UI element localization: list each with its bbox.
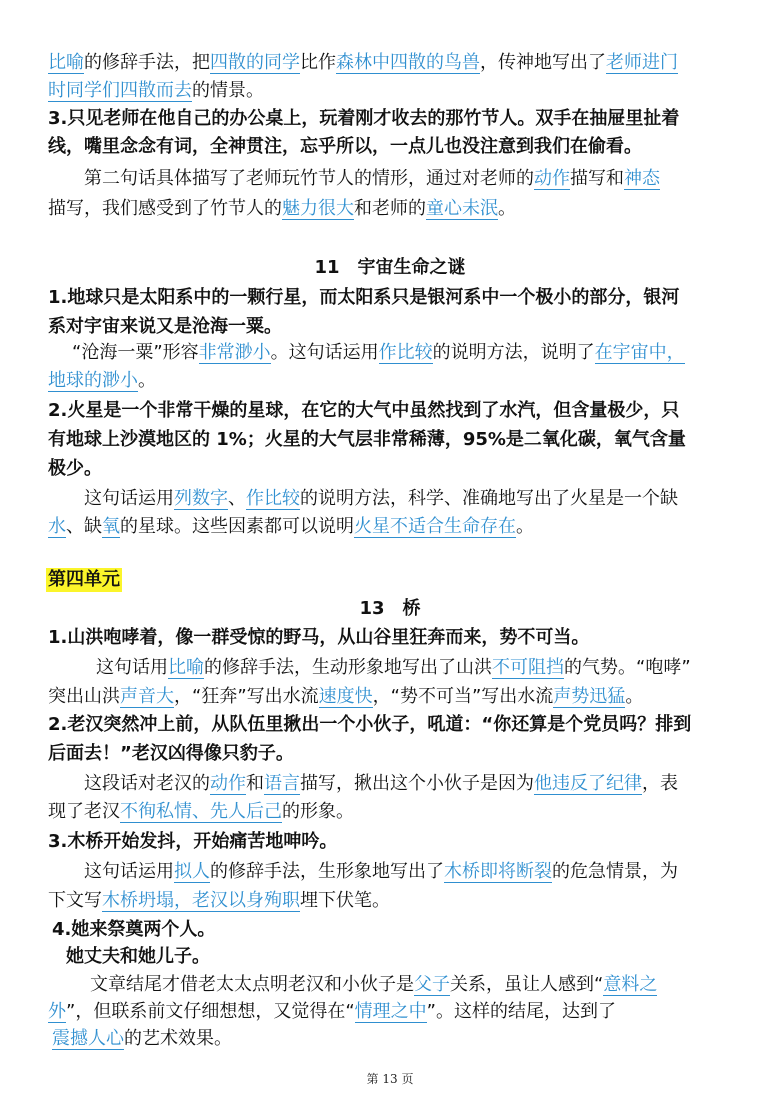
answer-highlight: 声势迅猛 xyxy=(553,686,626,707)
l13-answer-1-line-2: 突出山洪声音大，“狂奔”写出水流速度快，“势不可当”写出水流声势迅猛。 xyxy=(48,686,644,707)
answer-highlight: 水 xyxy=(48,516,66,537)
answer-highlight: 父子 xyxy=(414,974,450,995)
answer-highlight: 氧 xyxy=(102,516,120,537)
l13-answer-3-line-1: 这句话运用拟人的修辞手法，生形象地写出了木桥即将断裂的危急情景，为 xyxy=(84,861,678,882)
l13-answer-3-line-2: 下文写木桥坍塌，老汉以身殉职埋下伏笔。 xyxy=(48,890,390,911)
l13-answer-4-line-3: 震撼人心的艺术效果。 xyxy=(52,1028,232,1049)
s10-question-3-line-1: 3.只见老师在他自己的办公桌上，玩着刚才收去的那竹节人。双手在抽屉里扯着 xyxy=(48,108,680,129)
l11-answer-2-line-2: 水、缺氧的星球。这些因素都可以说明火星不适合生命存在。 xyxy=(48,516,534,537)
l13-answer-1-line-1: 这句话用比喻的修辞手法，生动形象地写出了山洪不可阻挡的气势。“咆哮” xyxy=(96,657,691,678)
l13-answer-4-line-1: 文章结尾才借老太太点明老汉和小伙子是父子关系，虽让人感到“意料之 xyxy=(90,974,658,995)
answer-highlight: 神态 xyxy=(624,168,660,189)
answer-highlight: 老师进门 xyxy=(606,52,678,73)
answer-highlight: 作比较 xyxy=(378,342,433,363)
lesson-11-title: 11 宇宙生命之谜 xyxy=(314,257,466,278)
answer-highlight: 列数字 xyxy=(174,488,228,509)
l11-answer-2-line-1: 这句话运用列数字、作比较的说明方法，科学、准确地写出了火星是一个缺 xyxy=(84,488,678,509)
answer-highlight: 非常渺小 xyxy=(198,342,271,363)
answer-highlight: 时同学们四散而去 xyxy=(48,80,192,101)
l13-question-3-line-1: 3.木桥开始发抖，开始痛苦地呻吟。 xyxy=(48,831,338,852)
answer-highlight: 外 xyxy=(48,1001,66,1022)
answer-highlight: 童心未泯 xyxy=(426,198,498,219)
answer-highlight: 比喻 xyxy=(168,657,204,678)
answer-highlight: 比喻 xyxy=(48,52,84,73)
l11-question-2-line-1: 2.火星是一个非常干燥的星球，在它的大气中虽然找到了水汽，但含量极少，只 xyxy=(48,400,680,421)
answer-highlight: 意料之 xyxy=(603,974,658,995)
s10-question-3-line-2: 线，嘴里念念有词，全神贯注，忘乎所以，一点儿也没注意到我们在偷看。 xyxy=(48,136,642,157)
answer-highlight: 动作 xyxy=(210,773,246,794)
answer-highlight: 火星不适合生命存在 xyxy=(354,516,516,537)
answer-highlight: 他违反了纪律 xyxy=(534,773,642,794)
l13-question-2-line-1: 2.老汉突然冲上前，从队伍里揪出一个小伙子，吼道：“你还算是个党员吗？排到 xyxy=(48,714,692,735)
l11-question-1-line-2: 系对宇宙来说又是沧海一粟。 xyxy=(48,316,282,337)
l13-answer-4-line-2: 外”，但联系前文仔细想想，又觉得在“情理之中”。这样的结尾，达到了 xyxy=(48,1001,616,1022)
l13-question-2-line-2: 后面去！”老汉凶得像只豹子。 xyxy=(48,743,294,764)
answer-highlight: 情理之中 xyxy=(354,1001,427,1022)
l13-answer-2-line-1: 这段话对老汉的动作和语言描写，揪出这个小伙子是因为他违反了纪律，表 xyxy=(84,773,678,794)
answer-highlight: 声音大 xyxy=(120,686,174,707)
answer-highlight: 震撼人心 xyxy=(52,1028,124,1049)
answer-highlight: 不徇私情、先人后己 xyxy=(120,801,282,822)
l11-answer-1-line-1: “沧海一粟”形容非常渺小。这句话运用作比较的说明方法，说明了在宇宙中， xyxy=(72,342,685,363)
answer-highlight: 木桥坍塌，老汉以身殉职 xyxy=(102,890,300,911)
s10-answer-3-line-1: 第二句话具体描写了老师玩竹节人的情形，通过对老师的动作描写和神态 xyxy=(84,168,660,189)
answer-highlight: 地球的渺小 xyxy=(48,370,138,391)
l13-question-4-line-1: 4.她来祭奠两个人。 xyxy=(52,919,216,940)
l13-answer-2-line-2: 现了老汉不徇私情、先人后己的形象。 xyxy=(48,801,354,822)
page-number: 第 13 页 xyxy=(366,1072,414,1086)
s10-answer-3-line-2: 描写，我们感受到了竹节人的魅力很大和老师的童心未泯。 xyxy=(48,198,516,219)
answer-highlight: 木桥即将断裂 xyxy=(444,861,552,882)
answer-highlight: 语言 xyxy=(264,773,300,794)
answer-highlight: 作比较 xyxy=(246,488,300,509)
l13-question-1-line-1: 1.山洪咆哮着，像一群受惊的野马，从山谷里狂奔而来，势不可当。 xyxy=(48,627,590,648)
answer-highlight: 动作 xyxy=(534,168,570,189)
s10-line-2: 时同学们四散而去的情景。 xyxy=(48,80,264,101)
l13-question-4-line-2: 她丈夫和她儿子。 xyxy=(66,946,210,967)
lesson-13-title: 13 桥 xyxy=(359,598,421,619)
answer-highlight: 在宇宙中， xyxy=(594,342,685,363)
l11-question-2-line-2: 有地球上沙漠地区的 1%；火星的大气层非常稀薄，95%是二氧化碳，氧气含量 xyxy=(48,429,686,450)
s10-line-1: 比喻的修辞手法，把四散的同学比作森林中四散的鸟兽，传神地写出了老师进门 xyxy=(48,52,678,73)
answer-highlight: 速度快 xyxy=(318,686,373,707)
l11-answer-1-line-2: 地球的渺小。 xyxy=(48,370,156,391)
unit-heading: 第四单元 xyxy=(48,569,120,590)
answer-highlight: 魅力很大 xyxy=(282,198,354,219)
answer-highlight: 不可阻挡 xyxy=(492,657,564,678)
l11-question-1-line-1: 1.地球只是太阳系中的一颗行星，而太阳系只是银河系中一个极小的部分，银河 xyxy=(48,287,680,308)
answer-highlight: 拟人 xyxy=(174,861,210,882)
answer-highlight: 四散的同学 xyxy=(210,52,300,73)
answer-highlight: 森林中四散的鸟兽 xyxy=(336,52,480,73)
l11-question-2-line-3: 极少。 xyxy=(48,458,102,479)
